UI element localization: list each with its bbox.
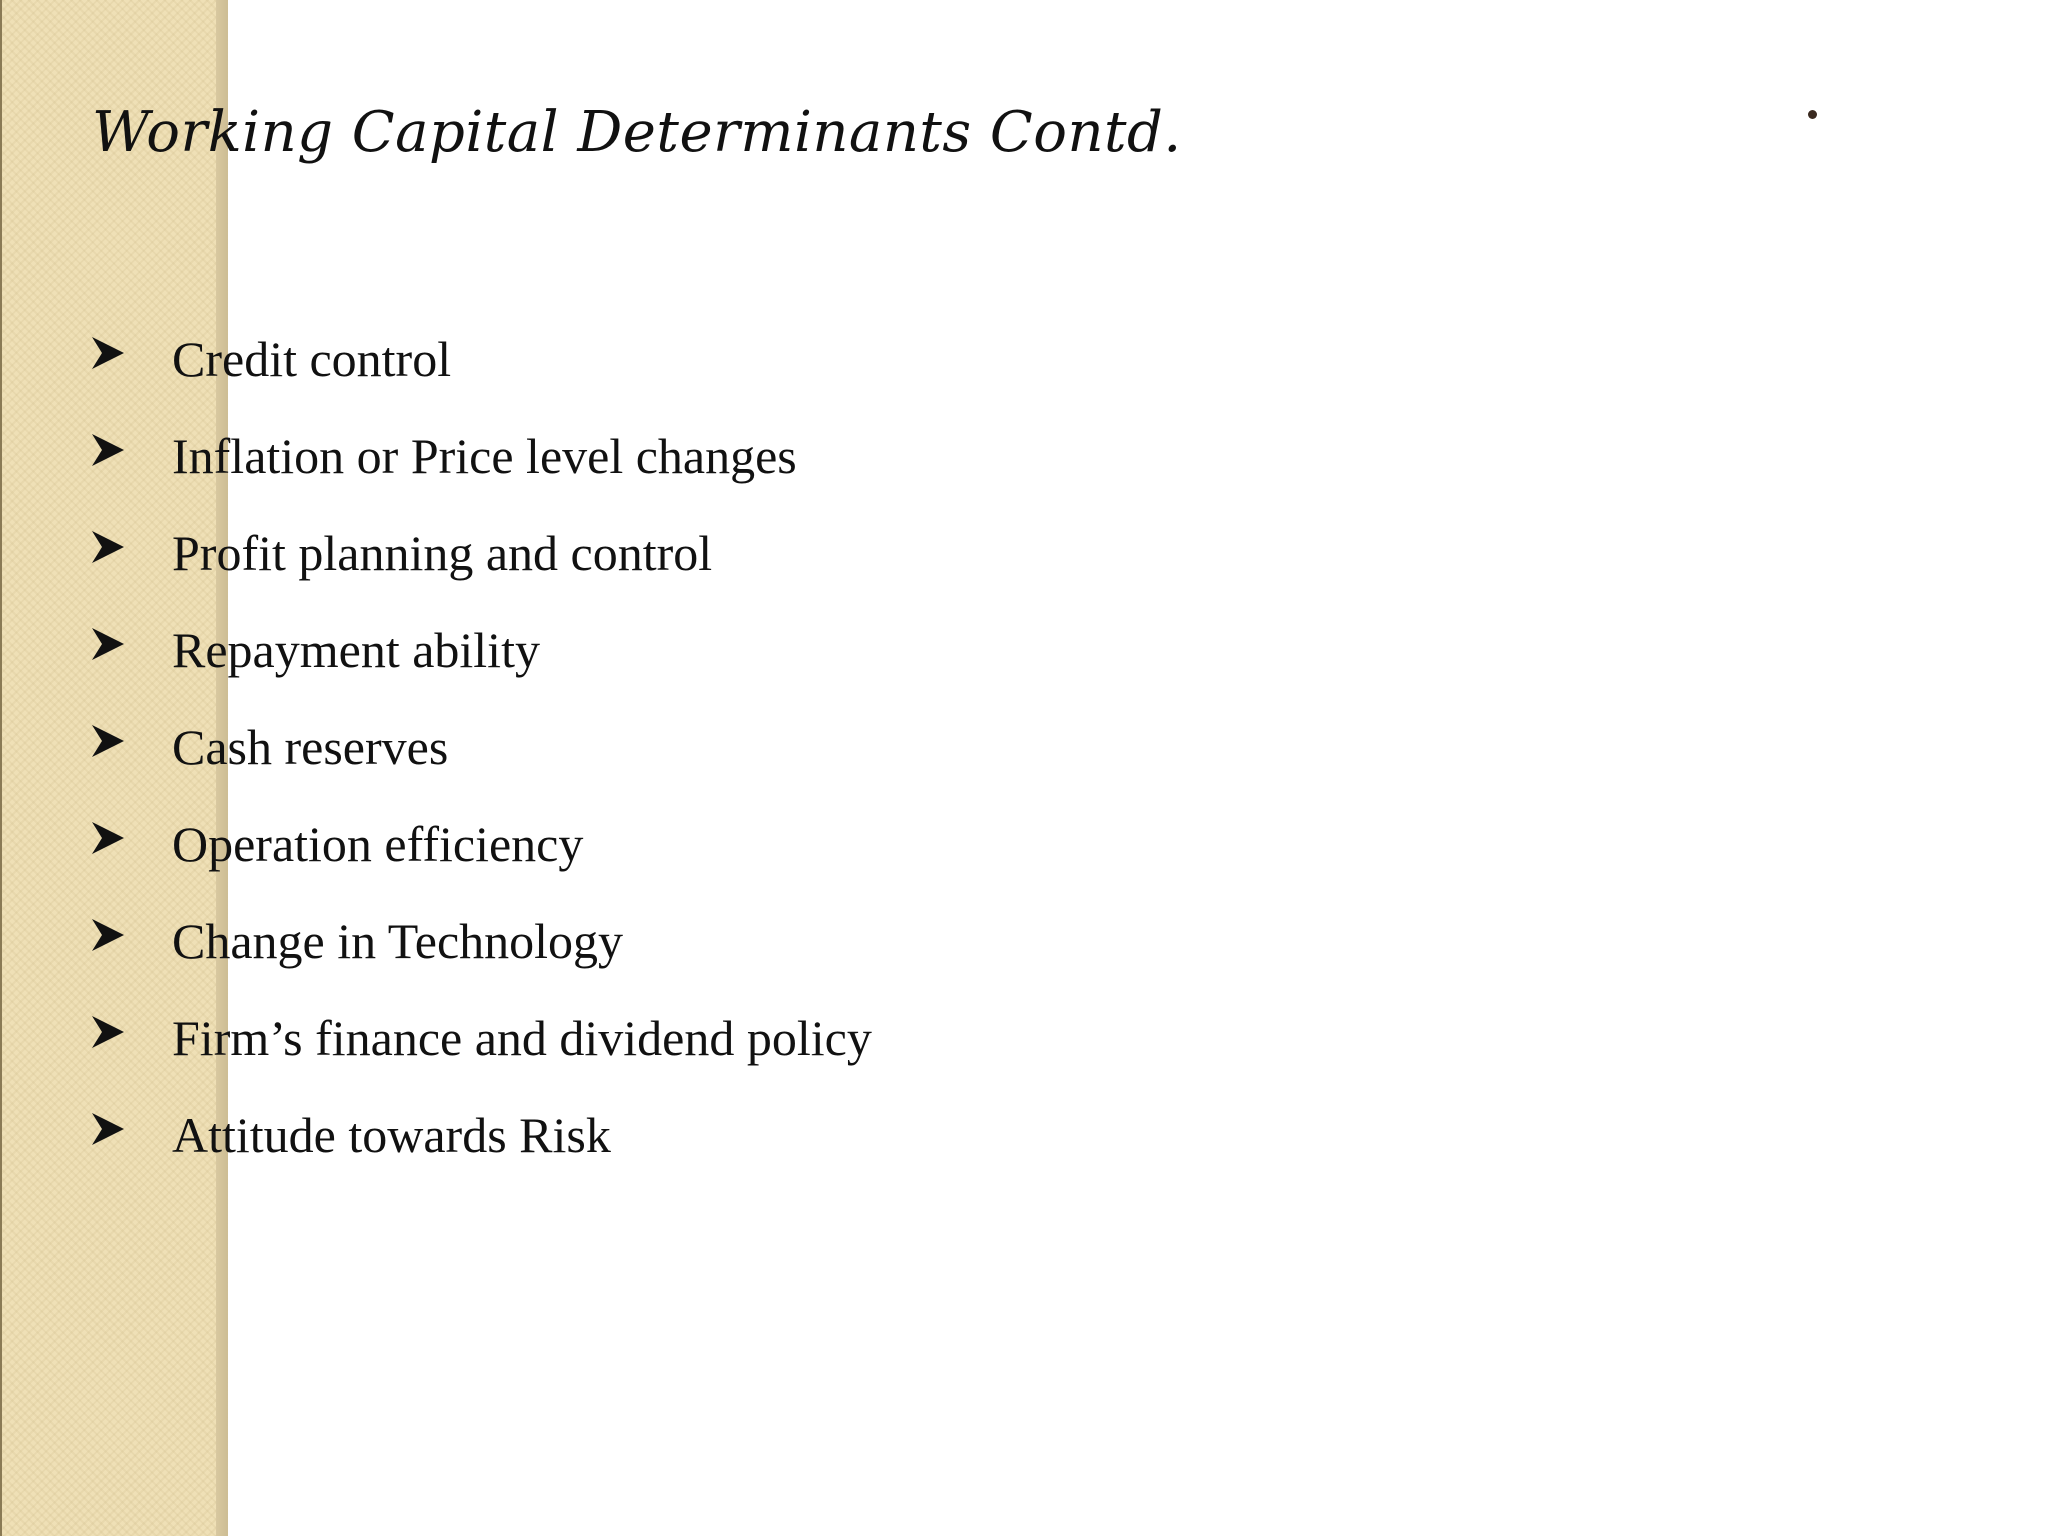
arrowhead-bullet-icon [90,1111,126,1147]
list-item [90,698,872,795]
list-item [90,989,872,1086]
bullet-text: Inflation or Price level changes [172,427,797,484]
bullet-text: Firm’s finance and dividend policy [172,1009,872,1066]
arrowhead-bullet-icon [90,335,126,371]
bullet-list [90,310,872,1183]
bullet-text: Operation efficiency [172,815,584,872]
list-item [90,601,872,698]
bullet-text: Cash reserves [172,718,449,775]
bullet-text: Profit planning and control [172,524,713,581]
slide-title: Working Capital Determinants Contd. [92,100,1182,165]
arrowhead-bullet-icon [90,820,126,856]
list-item [90,892,872,989]
bullet-text: Repayment ability [172,621,540,678]
arrowhead-bullet-icon [90,432,126,468]
arrowhead-bullet-icon [90,529,126,565]
bullet-text: Change in Technology [172,912,624,969]
bullet-text: Attitude towards Risk [172,1106,611,1163]
list-item [90,795,872,892]
list-item [90,504,872,601]
arrowhead-bullet-icon [90,1014,126,1050]
bullet-text: Credit control [172,330,452,387]
arrowhead-bullet-icon [90,723,126,759]
list-item [90,310,872,407]
arrowhead-bullet-icon [90,626,126,662]
decorative-dot [1808,110,1817,119]
list-item [90,1086,872,1183]
list-item [90,407,872,504]
arrowhead-bullet-icon [90,917,126,953]
